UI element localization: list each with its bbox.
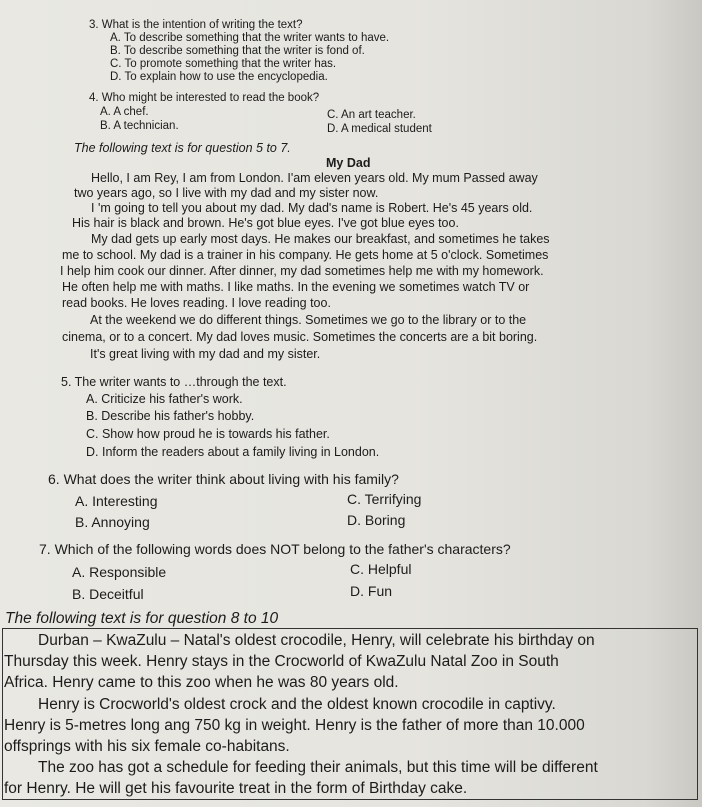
text2-line: for Henry. He will get his favourite treat in the form of Birthday cake. (4, 780, 468, 797)
q4-option-a: A. A chef. (100, 106, 149, 118)
text1-intro: The following text is for question 5 to 7. (74, 141, 291, 155)
text1-line: My dad gets up early most days. He makes our breakfast, and sometimes he takes (91, 232, 550, 246)
text1-line: cinema, or to a concert. My dad loves music. Sometimes the concerts are a bit boring. (62, 330, 538, 344)
text2-line: Thursday this week. Henry stays in the Crocworld of KwaZulu Natal Zoo in South (4, 653, 559, 670)
q6-question: 6. What does the writer think about living with his family? (48, 471, 399, 487)
q3-option-a: A. To describe something that the writer wants to have. (110, 32, 390, 44)
q4-question: 4. Who might be interested to read the book? (89, 92, 320, 104)
text2-line: Henry is 5-metres long ang 750 kg in weight. Henry is the father of more than 10.000 (4, 717, 585, 734)
text2-intro: The following text is for question 8 to 10 (5, 610, 279, 627)
q6-option-d: D. Boring (347, 512, 406, 528)
q5-option-a: A. Criticize his father's work. (86, 392, 243, 406)
q5-option-d: D. Inform the readers about a family living in London. (86, 445, 380, 459)
q6-option-b: B. Annoying (75, 514, 150, 530)
text2-line: Durban – KwaZulu – Natal's oldest crocodile, Henry, will celebrate his birthday on (38, 632, 595, 649)
text2-line: Henry is Crocworld's oldest crock and the oldest known crocodile in captivy. (38, 696, 556, 713)
q4-option-d: D. A medical student (327, 123, 432, 135)
q7-option-d: D. Fun (350, 583, 393, 599)
q5-option-c: C. Show how proud he is towards his father. (86, 427, 330, 441)
text1-line: I help him cook our dinner. After dinner, my dad sometimes help me with my homework. (60, 264, 544, 278)
text1-line: I 'm going to tell you about my dad. My dad's name is Robert. He's 45 years old. (91, 201, 533, 215)
text1-line: read books. He loves reading. I love reading too. (62, 296, 331, 310)
q3-option-c: C. To promote something that the writer has. (110, 58, 337, 70)
text1-line: two years ago, so I live with my dad and my sister now. (74, 186, 379, 200)
q3-option-d: D. To explain how to use the encyclopedia. (110, 71, 328, 83)
q4-option-c: C. An art teacher. (327, 109, 416, 121)
q5-question: 5. The writer wants to …through the text. (61, 375, 287, 389)
text2-line: offsprings with his six female co-habitans. (4, 738, 290, 755)
text1-line: It's great living with my dad and my sister. (90, 347, 321, 361)
text2-line: The zoo has got a schedule for feeding their animals, but this time will be different (38, 759, 598, 776)
text1-line: His hair is black and brown. He's got blue eyes. I've got blue eyes too. (72, 216, 459, 230)
text2-line: Africa. Henry came to this zoo when he was 80 years old. (4, 674, 399, 691)
q3-option-b: B. To describe something that the writer is fond of. (110, 45, 365, 57)
q6-option-a: A. Interesting (75, 493, 158, 509)
q3-question: 3. What is the intention of writing the text? (89, 19, 303, 31)
q7-option-a: A. Responsible (72, 564, 167, 580)
text1-line: At the weekend we do different things. Sometimes we go to the library or to the (90, 313, 527, 327)
q7-option-c: C. Helpful (350, 561, 412, 577)
q5-option-b: B. Describe his father's hobby. (86, 409, 255, 423)
q7-question: 7. Which of the following words does NOT belong to the father's characters? (39, 541, 511, 557)
q4-option-b: B. A technician. (100, 120, 179, 132)
q6-option-c: C. Terrifying (347, 491, 422, 507)
q7-option-b: B. Deceitful (72, 586, 144, 602)
text1-line: He often help me with maths. I like maths. In the evening we sometimes watch TV or (62, 280, 530, 294)
text1-line: me to school. My dad is a trainer in his company. He gets home at 5 o'clock. Sometimes (62, 248, 549, 262)
text1-line: Hello, I am Rey, I am from London. I'am eleven years old. My mum Passed away (91, 171, 538, 185)
text1-title: My Dad (326, 156, 371, 170)
